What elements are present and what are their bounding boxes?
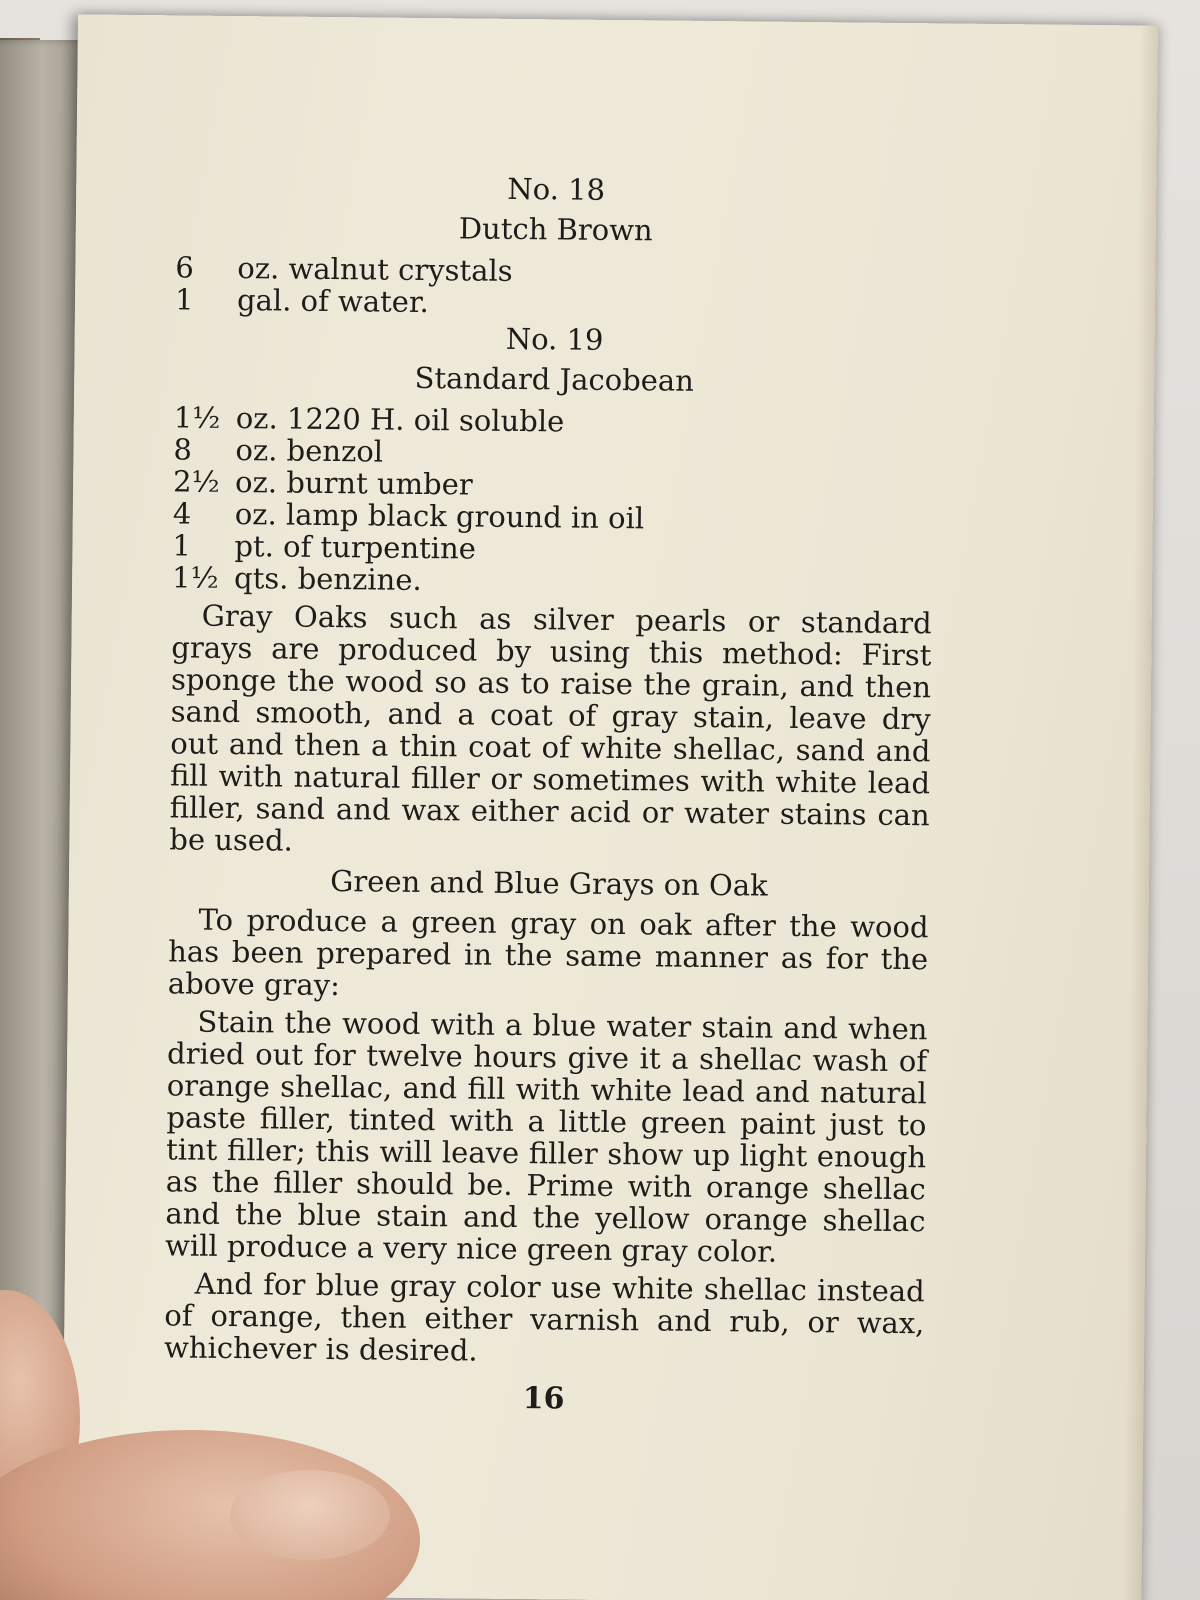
green-gray-intro: To produce a green gray on oak after the wood has been prepared in the same manner as for the above gray: (167, 902, 929, 1003)
section-heading: Green and Blue Grays on Oak (330, 864, 768, 903)
recipe-number: No. 19 (505, 321, 604, 357)
page-content (163, 165, 936, 1419)
ingredient-text: oz. walnut crystals (237, 251, 513, 288)
ingredient-item (172, 561, 932, 601)
page-edge-shadow (1123, 25, 1158, 1600)
blue-gray-instructions: And for blue gray color use white shellac instead of orange, then either varnish and rub, or wax, whichever is desired. (163, 1266, 925, 1368)
recipe-title: Dutch Brown (458, 211, 653, 248)
recipe-18 (175, 165, 937, 323)
ingredient-text: pt. of turpentine (234, 529, 477, 566)
page-number: 16 (522, 1381, 565, 1417)
ingredient-quantity: 1½ (173, 400, 221, 435)
ingredient-quantity: 1 (174, 282, 194, 317)
recipe-title: Standard Jacobean (414, 360, 695, 398)
ingredient-quantity: 4 (172, 496, 192, 531)
ingredient-text: oz. benzol (235, 433, 384, 469)
ingredient-quantity: 2½ (172, 464, 220, 499)
ingredient-quantity: 6 (175, 250, 195, 285)
ingredient-text: oz. burnt umber (234, 465, 473, 502)
gray-oaks-paragraph: Gray Oaks such as silver pearls or standard grays are produced by using this method: First sponge the wood so as to raise the grain, and then sand smooth, and a coat of gray stain, leave dry out and then a thin coat of white shellac, sand and fill with natural filler or sometimes with white lead filler, sand and wax either acid or water stains can be used. (169, 598, 932, 858)
ingredient-quantity: 8 (173, 432, 193, 467)
ingredient-list (172, 401, 934, 601)
thumbnail-nail (230, 1470, 390, 1560)
ingredient-item (175, 283, 935, 323)
ingredient-list (175, 251, 936, 323)
ingredient-text: oz. lamp black ground in oil (234, 497, 645, 536)
ingredient-quantity: 1½ (171, 560, 219, 595)
recipe-19 (172, 315, 935, 601)
book-page (61, 14, 1157, 1600)
ingredient-text: gal. of water. (236, 283, 430, 320)
ingredient-quantity: 1 (172, 528, 192, 563)
ingredient-text: qts. benzine. (233, 561, 422, 597)
green-gray-instructions: Stain the wood with a blue water stain and when dried out for twelve hours give it a shellac wash of orange shellac, and fill with white lead and natural paste filler, tinted with a little green paint just to tint filler; this will leave filler show up light enough as the filler should be. Prime with orange shellac and the blue stain and the yellow orange shellac will produce a very nice green gray color. (164, 1004, 928, 1269)
recipe-number: No. 18 (507, 171, 606, 207)
ingredient-text: oz. 1220 H. oil soluble (235, 401, 565, 439)
